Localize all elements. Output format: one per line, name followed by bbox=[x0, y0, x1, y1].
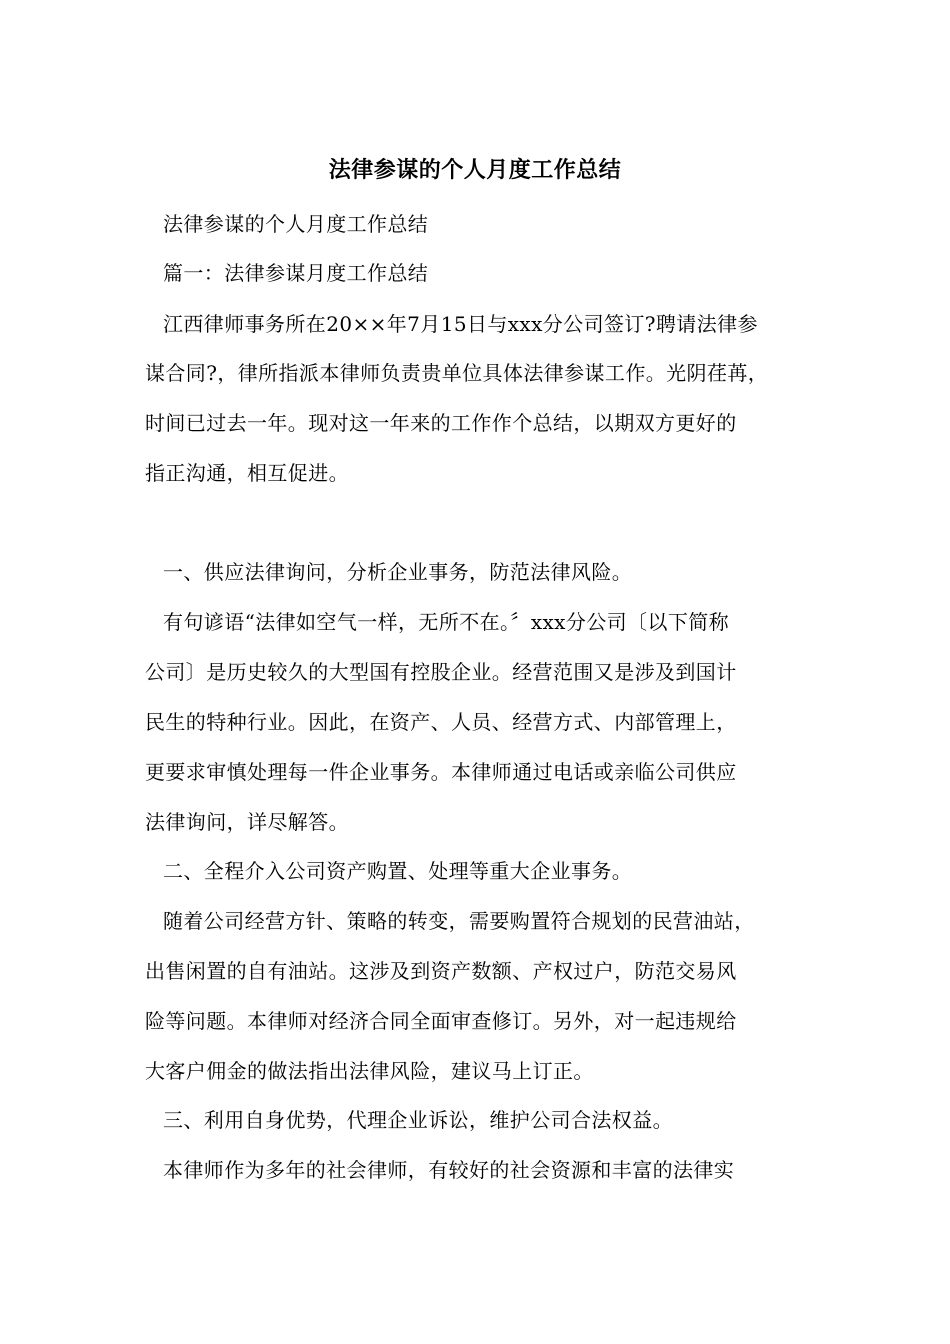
paragraph-line: 江西律师事务所在20××年7月15日与xxx分公司签订?聘请法律参 bbox=[163, 312, 758, 336]
paragraph-line: 指正沟通，相互促进。 bbox=[145, 461, 349, 485]
paragraph-line: 随着公司经营方针、策略的转变，需要购置符合规划的民营油站， bbox=[163, 909, 755, 933]
paragraph-line: 险等问题。本律师对经济合同全面审查修订。另外，对一起违规给 bbox=[145, 1009, 737, 1033]
section-heading-line: 一、供应法律询问，分析企业事务，防范法律风险。 bbox=[163, 560, 633, 584]
paragraph-line: 谋合同?，律所指派本律师负责贵单位具体法律参谋工作。光阴荏苒， bbox=[145, 361, 769, 385]
section-heading-line: 三、利用自身优势，代理企业诉讼，维护公司合法权益。 bbox=[163, 1108, 673, 1132]
paragraph-line: 民生的特种行业。因此，在资产、人员、经营方式、内部管理上， bbox=[145, 710, 737, 734]
paragraph-line: 本律师作为多年的社会律师，有较好的社会资源和丰富的法律实 bbox=[163, 1158, 735, 1182]
document-title: 法律参谋的个人月度工作总结 bbox=[328, 157, 622, 183]
paragraph-line: 公司〕是历史较久的大型国有控股企业。经营范围又是涉及到国计 bbox=[145, 660, 737, 684]
paragraph-line: 有句谚语“法律如空气一样，无所不在。〞xxx分公司〔以下简称 bbox=[163, 610, 730, 634]
section-heading-line: 二、全程介入公司资产购置、处理等重大企业事务。 bbox=[163, 859, 633, 883]
paragraph-line: 法律询问，详尽解答。 bbox=[145, 810, 349, 834]
paragraph-line: 出售闲置的自有油站。这涉及到资产数额、产权过户，防范交易风 bbox=[145, 959, 737, 983]
subtitle-line: 法律参谋的个人月度工作总结 bbox=[163, 212, 429, 236]
paragraph-line: 更要求审慎处理每一件企业事务。本律师通过电话或亲临公司供应 bbox=[145, 760, 737, 784]
section-heading-line: 篇一：法律参谋月度工作总结 bbox=[163, 261, 429, 285]
paragraph-line: 时间已过去一年。现对这一年来的工作作个总结，以期双方更好的 bbox=[145, 411, 737, 435]
paragraph-line: 大客户佣金的做法指出法律风险，建议马上订正。 bbox=[145, 1059, 594, 1083]
